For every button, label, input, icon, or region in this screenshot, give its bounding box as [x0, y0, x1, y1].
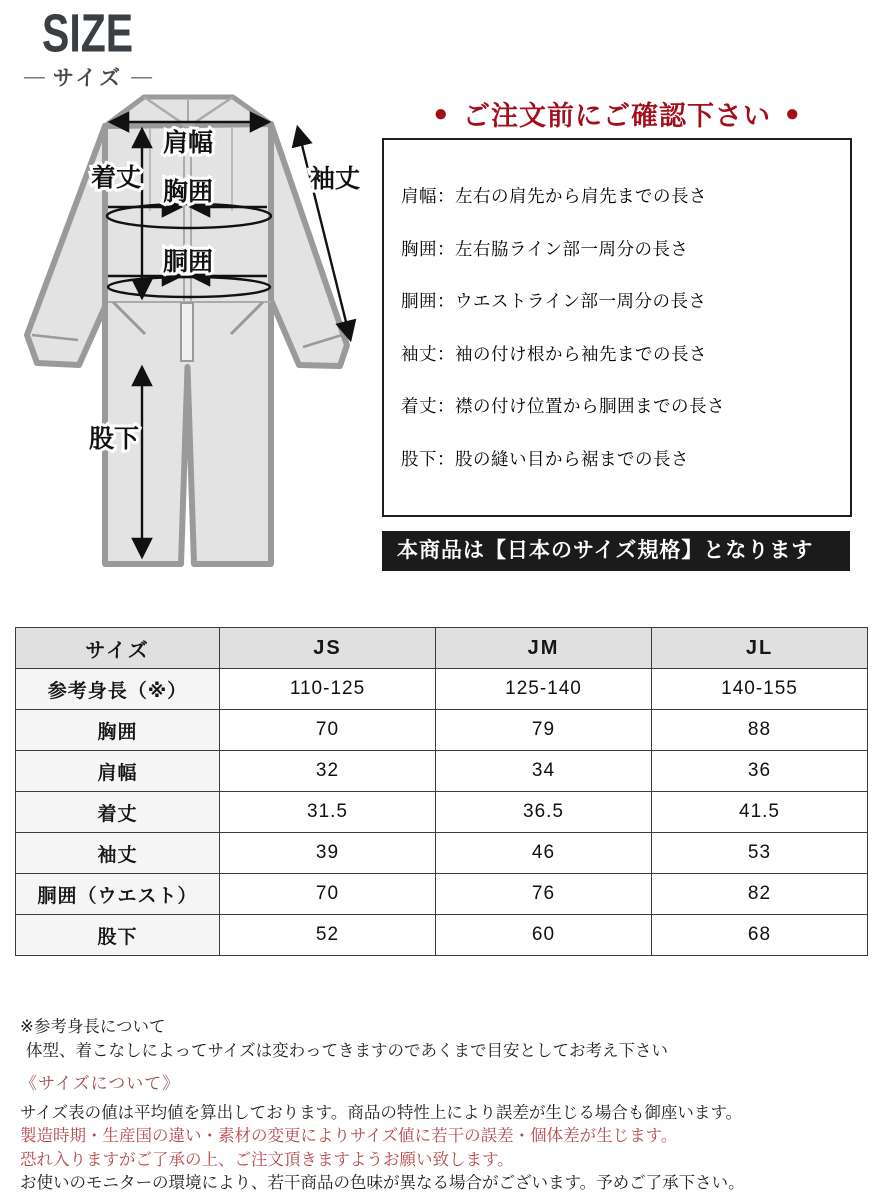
- definition-desc: 左右脇ライン部一周分の長さ: [455, 238, 689, 259]
- table-cell: 41.5: [652, 792, 868, 833]
- definition-desc: 股の縫い目から裾までの長さ: [455, 448, 689, 469]
- body-length-label: 着丈: [90, 164, 142, 192]
- table-row-label: 着丈: [16, 792, 220, 833]
- table-row-label: 肩幅: [16, 751, 220, 792]
- table-row: [16, 874, 868, 915]
- measurement-definitions-box: [382, 138, 852, 517]
- table-row-label: 胴囲（ウエスト）: [16, 874, 220, 915]
- table-row-label: 胸囲: [16, 710, 220, 751]
- table-cell: 76: [436, 874, 652, 915]
- size-about-title: 《サイズについて》: [20, 1074, 181, 1093]
- table-row: [16, 710, 868, 751]
- size-title: SIZE: [42, 2, 134, 64]
- definition-separator: ：: [437, 396, 455, 416]
- sleeve-length-label: 袖丈: [309, 165, 361, 193]
- garment-diagram: [15, 85, 400, 585]
- table-header-row: [16, 628, 868, 669]
- table-cell: 140-155: [652, 669, 868, 710]
- table-row: [16, 915, 868, 956]
- note-line: サイズ表の値は平均値を算出しております。商品の特性上により誤差が生じる場合も御座います。: [20, 1103, 743, 1122]
- subtitle-dash-right: —: [131, 65, 153, 88]
- waist-label: 胴囲: [162, 248, 214, 276]
- definition-term: 胴囲: [401, 291, 437, 311]
- shoulder-width-label: 肩幅: [162, 129, 214, 157]
- table-cell: 110-125: [220, 669, 436, 710]
- table-header-jm: JM: [436, 628, 652, 669]
- table-cell: 36: [652, 751, 868, 792]
- definition-separator: ：: [437, 343, 455, 364]
- definition-item: [401, 223, 850, 276]
- table-row: [16, 669, 868, 710]
- table-header-jl: JL: [652, 628, 868, 669]
- table-header-size: サイズ: [16, 628, 220, 669]
- table-cell: 125-140: [436, 669, 652, 710]
- red-bullet-left: ●: [433, 99, 449, 127]
- table-cell: 31.5: [220, 792, 436, 833]
- table-row-label: 袖丈: [16, 833, 220, 874]
- definition-term: 袖丈: [401, 343, 437, 364]
- table-cell: 82: [652, 874, 868, 915]
- note-line: 恐れ入りますがご了承の上、ご注文頂きますようお願い致します。: [20, 1150, 514, 1169]
- definition-desc: ウエストライン部一周分の長さ: [455, 291, 707, 311]
- ref-height-note-body: 体型、着こなしによってサイズは変わってきますのであくまで目安としてお考え下さい: [26, 1041, 669, 1060]
- definition-separator: ：: [437, 291, 455, 311]
- definition-term: 胸囲: [401, 238, 437, 259]
- footnotes: [20, 1016, 868, 1196]
- table-row: [16, 751, 868, 792]
- definition-desc: 袖の付け根から袖先までの長さ: [455, 343, 707, 364]
- table-row: [16, 833, 868, 874]
- confirm-title-text: ご注文前にご確認下さい: [463, 101, 771, 131]
- japan-size-notice-bar: 本商品は【日本のサイズ規格】となります: [382, 531, 850, 571]
- definition-term: 肩幅: [401, 186, 437, 206]
- table-cell: 46: [436, 833, 652, 874]
- left-sleeve-shape: [27, 126, 108, 365]
- note-line: お使いのモニターの環境により、若干商品の色味が異なる場合がございます。予めご了承下さい。: [20, 1174, 745, 1192]
- table-row-label: 股下: [16, 915, 220, 956]
- definition-item: [401, 328, 850, 381]
- table-cell: 68: [652, 915, 868, 956]
- note-line: 製造時期・生産国の違い・素材の変更によりサイズ値に若干の誤差・個体差が生じます。: [20, 1127, 678, 1145]
- right-sleeve-shape: [271, 124, 347, 366]
- definition-item: [401, 380, 850, 433]
- definition-item: [401, 170, 850, 223]
- zipper-detail: [181, 303, 193, 361]
- definition-separator: ：: [437, 186, 455, 206]
- table-cell: 52: [220, 915, 436, 956]
- table-cell: 36.5: [436, 792, 652, 833]
- confirm-panel-title: [382, 94, 852, 133]
- red-bullet-right: ●: [785, 99, 801, 127]
- subtitle-dash-left: —: [23, 65, 45, 88]
- table-row-label: 参考身長（※）: [16, 669, 220, 710]
- definition-desc: 襟の付け位置から胴囲までの長さ: [455, 396, 725, 416]
- table-cell: 88: [652, 710, 868, 751]
- definition-term: 着丈: [401, 396, 437, 416]
- table-cell: 79: [436, 710, 652, 751]
- definition-desc: 左右の肩先から肩先までの長さ: [455, 186, 707, 206]
- size-table: [15, 627, 868, 956]
- table-cell: 60: [436, 915, 652, 956]
- definition-separator: ：: [437, 238, 455, 259]
- table-cell: 70: [220, 874, 436, 915]
- definition-item: [401, 433, 850, 486]
- definition-item: [401, 275, 850, 328]
- size-heading: [0, 2, 176, 92]
- definition-term: 股下: [401, 448, 437, 469]
- ref-height-note-title: ※参考身長について: [20, 1018, 166, 1036]
- table-cell: 34: [436, 751, 652, 792]
- table-header-js: JS: [220, 628, 436, 669]
- inseam-label: 股下: [88, 425, 140, 453]
- table-cell: 53: [652, 833, 868, 874]
- table-cell: 32: [220, 751, 436, 792]
- table-row: [16, 792, 868, 833]
- subtitle-text: サイズ: [52, 67, 124, 90]
- table-cell: 39: [220, 833, 436, 874]
- definition-separator: ：: [437, 448, 455, 469]
- chest-label: 胸囲: [162, 178, 214, 206]
- table-cell: 70: [220, 710, 436, 751]
